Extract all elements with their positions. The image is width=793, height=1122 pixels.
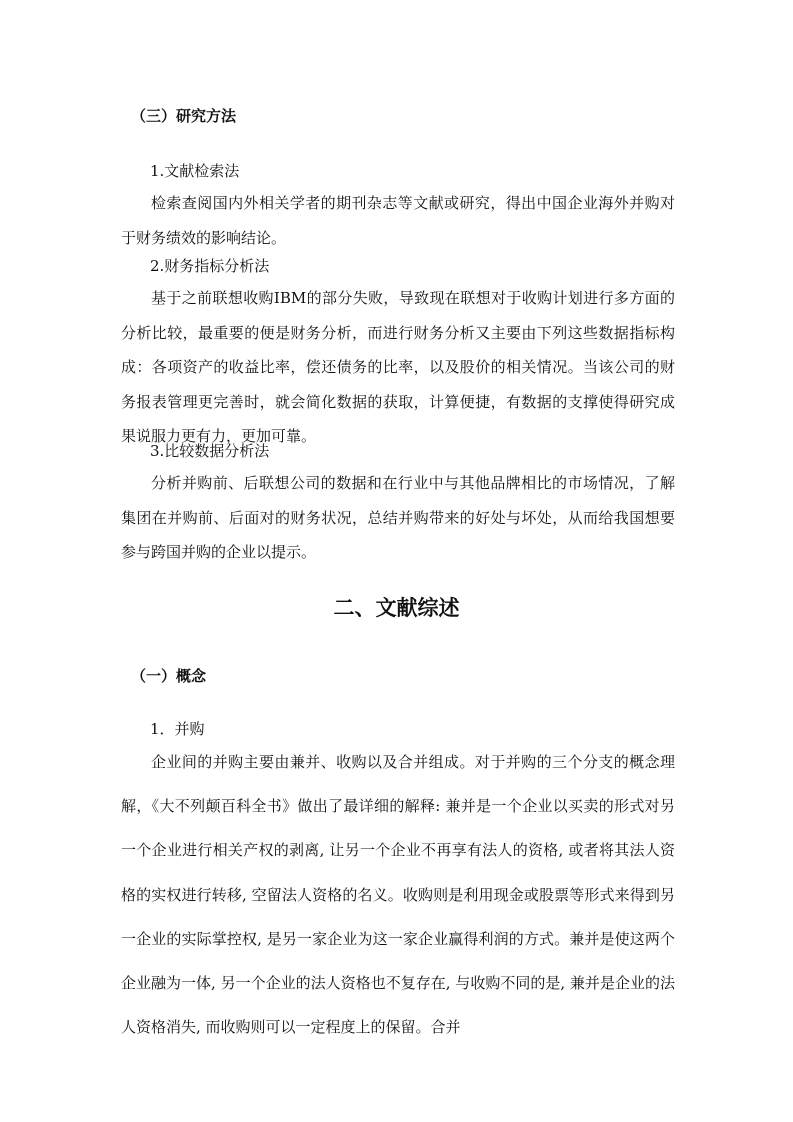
paragraph-literature-search: 检索查阅国内外相关学者的期刊杂志等文献或研究，得出中国企业海外并购对于财务绩效的影响结论。 [121,194,675,247]
item-title-financial-indicator-analysis: 2.财务指标分析法 [150,257,270,275]
paragraph-mergers-acquisitions: 企业间的并购主要由兼并、收购以及合并组成。对于并购的三个分支的概念理解，《大不列颠百科全书》做出了最详细的解释: 兼并是一个企业以买卖的形式对另一个企业进行相关产权的剥离, 让另一个企业不再享有法人的资格, 或者将其法人资格的实权进行转移, 空留法人资格的名义。收购则是利用现金或股票等形式来得到另一企业的实际掌控权, 是另一家企业为这一家企业赢得利润的方式。兼并是使这两个企业融为一体, 另一个企业的法人资格也不复存在, 与收购不同的是, 兼并是企业的法人资格消失, 而收购则可以一定程度上的保留。合并 [121,753,675,1037]
chapter-heading-literature-review: 二、文献综述 [333,596,460,620]
paragraph-financial-indicator-analysis: 基于之前联想收购IBM的部分失败，导致现在联想对于收购计划进行多方面的分析比较，最重要的便是财务分析，而进行财务分析又主要由下列这些数据指标构成：各项资产的收益比率，偿还债务的比率，以及股价的相关情况。当该公司的财务报表管理更完善时，就会简化数据的获取，计算便捷，有数据的支撑使得研究成果说服力更有力，更加可靠。 [121,289,675,445]
item-title-mergers-acquisitions: 1．并购 [150,720,205,738]
subsection-heading-concepts: （一）概念 [131,667,207,685]
item-title-literature-search: 1.文献检索法 [150,162,240,180]
item-title-comparative-data-analysis: 3.比较数据分析法 [150,442,270,460]
paragraph-comparative-data-analysis: 分析并购前、后联想公司的数据和在行业中与其他品牌相比的市场情况，了解集团在并购前、后面对的财务状况，总结并购带来的好处与坏处，从而给我国想要参与跨国并购的企业以提示。 [121,474,675,561]
section-heading-research-methods: （三）研究方法 [131,107,237,125]
